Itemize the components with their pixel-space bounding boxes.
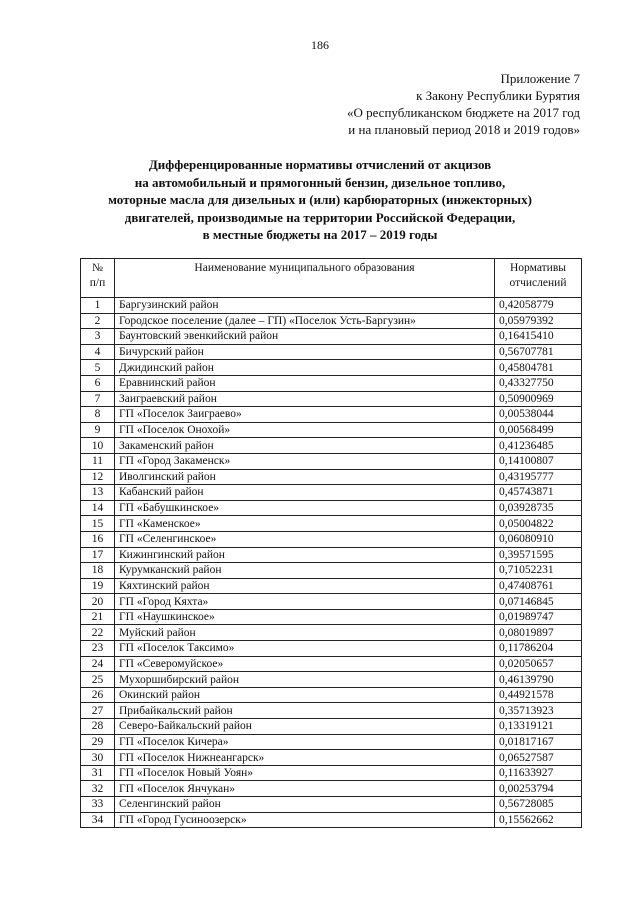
title-line: двигателей, производимые на территории Российской Федерации, — [124, 209, 516, 225]
row-name: Иволгинский район — [115, 469, 495, 485]
row-number: 22 — [81, 625, 115, 641]
row-number: 20 — [81, 594, 115, 610]
title-line: моторные масла для дизельных и (или) карбюраторных (инжекторных) — [108, 192, 532, 207]
row-name: ГП «Наушкинское» — [115, 609, 495, 625]
title-line: Дифференцированные нормативы отчислений от акцизов — [148, 157, 492, 172]
table-row — [81, 656, 582, 672]
table-row — [81, 344, 582, 360]
row-value: 0,02050657 — [495, 656, 582, 672]
table-row — [81, 719, 582, 735]
table-row — [81, 797, 582, 813]
row-value: 0,06080910 — [495, 531, 582, 547]
row-number: 28 — [81, 719, 115, 735]
appendix-header — [347, 70, 580, 138]
table-row — [81, 625, 582, 641]
row-number: 33 — [81, 797, 115, 813]
header-number-line2: п/п — [89, 277, 106, 289]
table-row — [81, 812, 582, 828]
table-row — [81, 578, 582, 594]
row-number: 31 — [81, 765, 115, 781]
table-row — [81, 500, 582, 516]
row-number: 29 — [81, 734, 115, 750]
row-value: 0,01989747 — [495, 609, 582, 625]
table-row — [81, 547, 582, 563]
row-name: Окинский район — [115, 687, 495, 703]
row-name: Кабанский район — [115, 485, 495, 501]
row-value: 0,00253794 — [495, 781, 582, 797]
row-name: ГП «Бабушкинское» — [115, 500, 495, 516]
row-value: 0,16415410 — [495, 329, 582, 345]
row-number: 4 — [81, 344, 115, 360]
table-row — [81, 485, 582, 501]
row-number: 19 — [81, 578, 115, 594]
row-value: 0,00568499 — [495, 422, 582, 438]
appendix-line: к Закону Республики Бурятия — [416, 88, 580, 103]
row-number: 2 — [81, 313, 115, 329]
table-row — [81, 453, 582, 469]
row-name: Джидинский район — [115, 360, 495, 376]
row-number: 21 — [81, 609, 115, 625]
row-name: Прибайкальский район — [115, 703, 495, 719]
row-number: 30 — [81, 750, 115, 766]
table-row — [81, 375, 582, 391]
row-number: 9 — [81, 422, 115, 438]
header-value-line2: отчислений — [509, 277, 567, 289]
row-name: Кижингинский район — [115, 547, 495, 563]
row-name: ГП «Поселок Заиграево» — [115, 407, 495, 423]
row-value: 0,00538044 — [495, 407, 582, 423]
row-number: 15 — [81, 516, 115, 532]
row-name: Баунтовский эвенкийский район — [115, 329, 495, 345]
row-name: ГП «Северомуйское» — [115, 656, 495, 672]
row-number: 18 — [81, 563, 115, 579]
row-number: 23 — [81, 641, 115, 657]
table-row — [81, 765, 582, 781]
row-name: ГП «Селенгинское» — [115, 531, 495, 547]
table-row — [81, 407, 582, 423]
table-row — [81, 750, 582, 766]
row-number: 13 — [81, 485, 115, 501]
row-name: Еравнинский район — [115, 375, 495, 391]
row-number: 3 — [81, 329, 115, 345]
row-number: 8 — [81, 407, 115, 423]
table-row — [81, 516, 582, 532]
header-name: Наименование муниципального образования — [115, 259, 495, 298]
row-name: ГП «Поселок Новый Уоян» — [115, 765, 495, 781]
row-value: 0,39571595 — [495, 547, 582, 563]
table-row — [81, 422, 582, 438]
row-value: 0,50900969 — [495, 391, 582, 407]
header-number — [81, 259, 115, 298]
table-body — [81, 298, 582, 828]
row-value: 0,56728085 — [495, 797, 582, 813]
row-value: 0,43195777 — [495, 469, 582, 485]
table-row — [81, 438, 582, 454]
row-value: 0,46139790 — [495, 672, 582, 688]
table-row — [81, 734, 582, 750]
row-number: 10 — [81, 438, 115, 454]
row-number: 34 — [81, 812, 115, 828]
table-row — [81, 703, 582, 719]
row-value: 0,45743871 — [495, 485, 582, 501]
table-row — [81, 298, 582, 314]
row-name: Курумканский район — [115, 563, 495, 579]
row-name: Городское поселение (далее – ГП) «Поселок Усть-Баргузин» — [115, 313, 495, 329]
row-number: 16 — [81, 531, 115, 547]
table-row — [81, 360, 582, 376]
table-row — [81, 641, 582, 657]
row-number: 26 — [81, 687, 115, 703]
row-value: 0,01817167 — [495, 734, 582, 750]
row-number: 1 — [81, 298, 115, 314]
header-number-line1: № — [92, 262, 103, 274]
row-number: 32 — [81, 781, 115, 797]
title-line: в местные бюджеты на 2017 – 2019 годы — [202, 227, 438, 242]
row-value: 0,71052231 — [495, 563, 582, 579]
row-name: ГП «Город Кяхта» — [115, 594, 495, 610]
row-value: 0,15562662 — [495, 812, 582, 828]
row-value: 0,03928735 — [495, 500, 582, 516]
row-name: ГП «Поселок Онохой» — [115, 422, 495, 438]
table-row — [81, 594, 582, 610]
row-name: Селенгинский район — [115, 797, 495, 813]
row-name: ГП «Каменское» — [115, 516, 495, 532]
row-value: 0,05004822 — [495, 516, 582, 532]
row-number: 25 — [81, 672, 115, 688]
row-name: Кяхтинский район — [115, 578, 495, 594]
table-row — [81, 563, 582, 579]
appendix-line: Приложение 7 — [500, 71, 580, 86]
row-value: 0,45804781 — [495, 360, 582, 376]
row-name: Баргузинский район — [115, 298, 495, 314]
row-value: 0,13319121 — [495, 719, 582, 735]
row-name: Бичурский район — [115, 344, 495, 360]
row-name: Муйский район — [115, 625, 495, 641]
row-number: 12 — [81, 469, 115, 485]
row-name: ГП «Поселок Нижнеангарск» — [115, 750, 495, 766]
table-header-row — [81, 259, 582, 298]
row-number: 24 — [81, 656, 115, 672]
table-row — [81, 531, 582, 547]
table-row — [81, 672, 582, 688]
row-value: 0,05979392 — [495, 313, 582, 329]
row-value: 0,47408761 — [495, 578, 582, 594]
row-name: ГП «Город Гусиноозерск» — [115, 812, 495, 828]
row-value: 0,14100807 — [495, 453, 582, 469]
row-name: Закаменский район — [115, 438, 495, 454]
row-name: Заиграевский район — [115, 391, 495, 407]
row-value: 0,56707781 — [495, 344, 582, 360]
row-name: ГП «Поселок Кичера» — [115, 734, 495, 750]
row-number: 5 — [81, 360, 115, 376]
row-value: 0,43327750 — [495, 375, 582, 391]
table-row — [81, 469, 582, 485]
row-value: 0,35713923 — [495, 703, 582, 719]
row-number: 11 — [81, 453, 115, 469]
page-number: 186 — [311, 38, 329, 52]
row-value: 0,11633927 — [495, 765, 582, 781]
document-title — [60, 156, 580, 244]
row-name: ГП «Поселок Янчукан» — [115, 781, 495, 797]
row-name: ГП «Поселок Таксимо» — [115, 641, 495, 657]
row-number: 7 — [81, 391, 115, 407]
table-row — [81, 609, 582, 625]
row-number: 6 — [81, 375, 115, 391]
row-value: 0,07146845 — [495, 594, 582, 610]
norms-table — [80, 258, 582, 828]
appendix-line: и на плановый период 2018 и 2019 годов» — [348, 122, 580, 137]
row-value: 0,42058779 — [495, 298, 582, 314]
row-number: 27 — [81, 703, 115, 719]
row-value: 0,41236485 — [495, 438, 582, 454]
row-name: Мухоршибирский район — [115, 672, 495, 688]
table-row — [81, 329, 582, 345]
header-value — [495, 259, 582, 298]
row-number: 14 — [81, 500, 115, 516]
row-name: Северо-Байкальский район — [115, 719, 495, 735]
row-value: 0,11786204 — [495, 641, 582, 657]
table-row — [81, 781, 582, 797]
row-value: 0,08019897 — [495, 625, 582, 641]
appendix-line: «О республиканском бюджете на 2017 год — [346, 105, 580, 120]
row-number: 17 — [81, 547, 115, 563]
row-value: 0,44921578 — [495, 687, 582, 703]
table-row — [81, 391, 582, 407]
row-value: 0,06527587 — [495, 750, 582, 766]
row-name: ГП «Город Закаменск» — [115, 453, 495, 469]
header-value-line1: Нормативы — [510, 262, 566, 274]
table-row — [81, 687, 582, 703]
table-row — [81, 313, 582, 329]
title-line: на автомобильный и прямогонный бензин, дизельное топливо, — [134, 174, 506, 190]
